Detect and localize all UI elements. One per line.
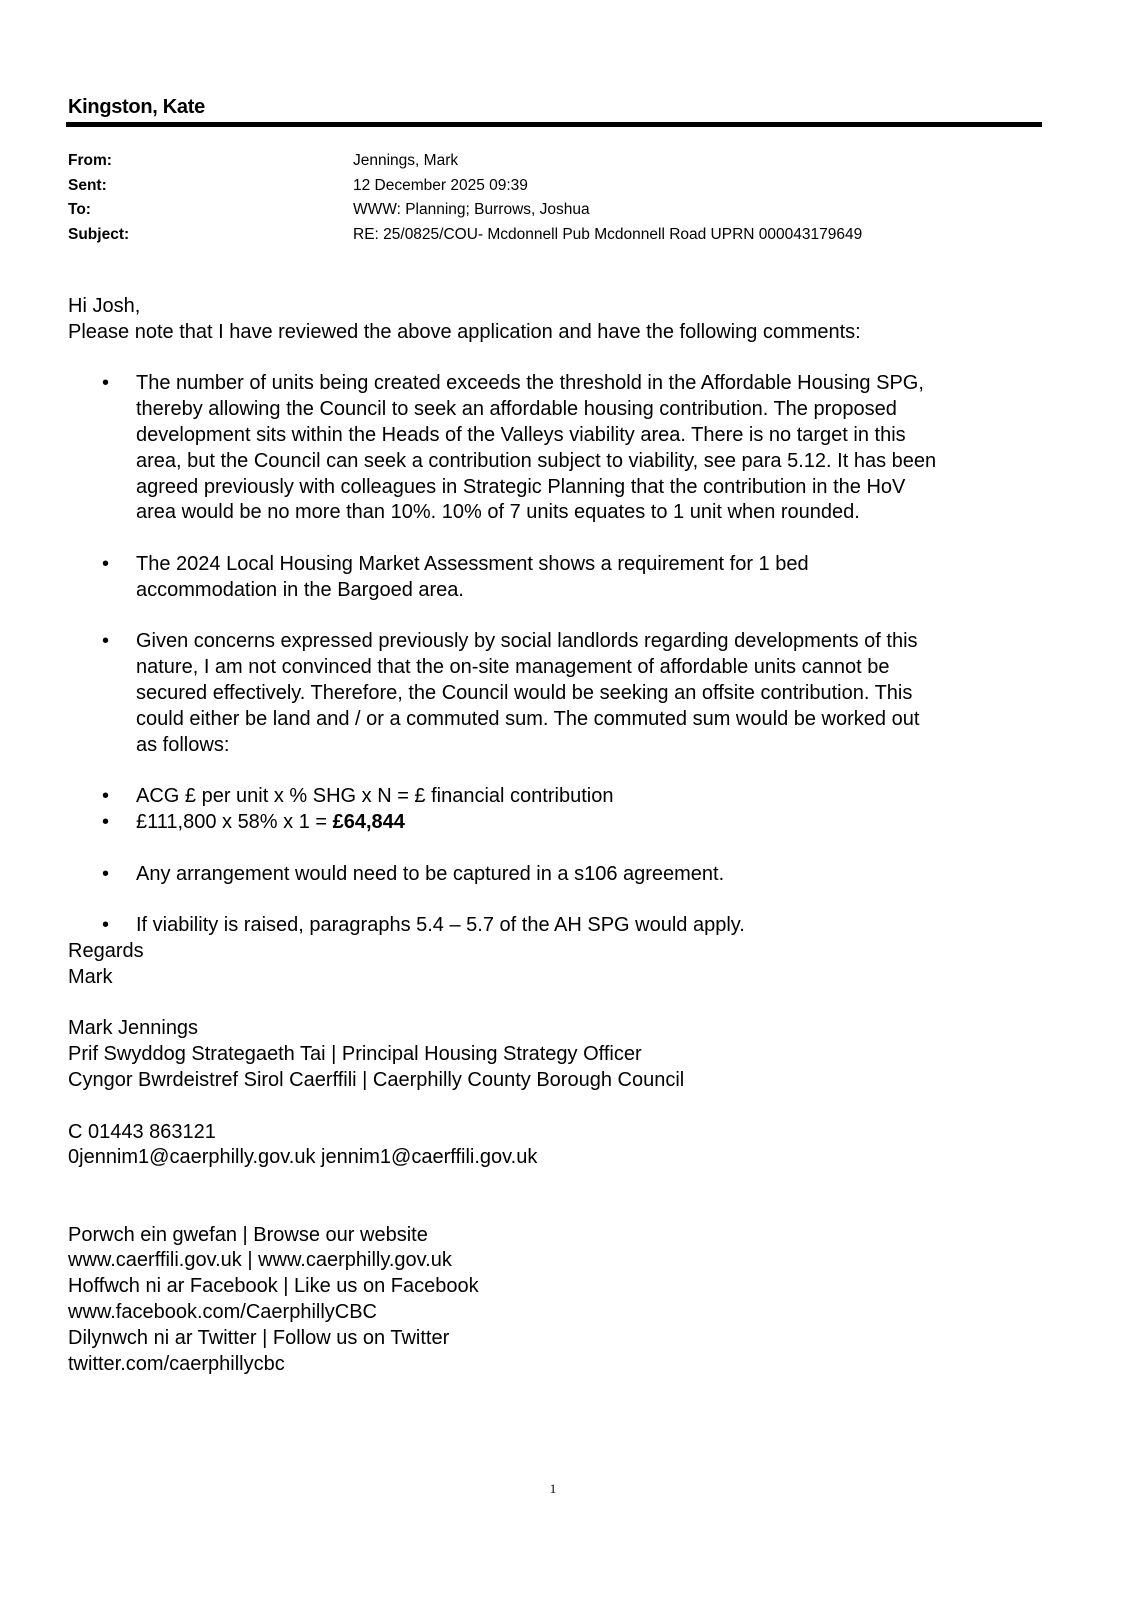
- bullet-text-line: development sits within the Heads of the Valleys viability area. There is no target in this: [136, 423, 906, 446]
- header-rule: [66, 122, 1042, 127]
- bullet-text-line: Given concerns expressed previously by social landlords regarding developments of this: [136, 630, 918, 653]
- bullet-icon: •: [102, 810, 110, 833]
- bullet-text-line: The number of units being created exceeds the threshold in the Affordable Housing SPG,: [136, 372, 924, 395]
- bullet-text-line: could either be land and / or a commuted sum. The commuted sum would be worked out: [136, 707, 920, 730]
- bullet-group: [68, 371, 1058, 526]
- bullet-item: [68, 784, 1058, 810]
- contribution-amount: £64,844: [332, 810, 405, 833]
- bullet-icon: •: [102, 630, 110, 653]
- signature-name: Mark Jennings: [68, 1017, 199, 1040]
- email-body: [68, 294, 1058, 1377]
- signoff: Mark: [68, 965, 113, 988]
- bullet-text-line: If viability is raised, paragraphs 5.4 – 5.7 of the AH SPG would apply.: [136, 914, 745, 937]
- signature-email[interactable]: 0jennim1@caerphilly.gov.uk jennim1@caerffili.gov.uk: [68, 1146, 538, 1169]
- bullet-item: [68, 552, 1058, 604]
- meta-to: [68, 198, 862, 223]
- bullet-text-line: The 2024 Local Housing Market Assessment shows a requirement for 1 bed: [136, 552, 809, 575]
- meta-subject: [68, 223, 862, 248]
- bullet-text-line: secured effectively. Therefore, the Council would be seeking an offsite contribution. This: [136, 681, 913, 704]
- bullet-text-line: thereby allowing the Council to seek an affordable housing contribution. The proposed: [136, 398, 897, 421]
- bullet-icon: •: [102, 862, 110, 885]
- bullet-group: [68, 629, 1058, 758]
- signature-phone: C 01443 863121: [68, 1120, 216, 1143]
- bullet-item: [68, 862, 1058, 888]
- bullet-item: [68, 629, 1058, 758]
- bullet-text-line: area would be no more than 10%. 10% of 7 units equates to 1 unit when rounded.: [136, 501, 860, 524]
- signature-title: Prif Swyddog Strategaeth Tai | Principal Housing Strategy Officer: [68, 1043, 642, 1066]
- footer-link[interactable]: twitter.com/caerphillycbc: [68, 1352, 285, 1375]
- footer-link: Porwch ein gwefan | Browse our website: [68, 1223, 428, 1246]
- page-number: 1: [549, 1481, 557, 1496]
- meta-value: WWW: Planning; Burrows, Joshua: [353, 201, 590, 219]
- meta-value: 12 December 2025 09:39: [353, 176, 528, 194]
- bullet-item: [68, 371, 1058, 526]
- meta-label: From:: [68, 152, 112, 169]
- footer-link[interactable]: www.facebook.com/CaerphillyCBC: [68, 1301, 378, 1324]
- contact-block: [68, 1120, 1058, 1172]
- bullet-text-line: accommodation in the Bargoed area.: [136, 578, 464, 601]
- bullet-item: [68, 810, 1058, 836]
- footer-links: [68, 1223, 1058, 1378]
- meta-value: RE: 25/0825/COU- Mcdonnell Pub Mcdonnell Road UPRN 000043179649: [353, 225, 863, 243]
- email-metadata: [68, 149, 862, 247]
- mailbox-owner-name: Kingston, Kate: [68, 96, 205, 118]
- bullet-group: [68, 862, 1058, 888]
- bullet-text-line: £111,800 x 58% x 1 = £64,844: [136, 810, 405, 833]
- meta-from: [68, 149, 862, 174]
- signature-block: [68, 1016, 1058, 1093]
- intro-paragraph: Please note that I have reviewed the above application and have the following comments:: [68, 320, 861, 343]
- bullet-text-line: ACG £ per unit x % SHG x N = £ financial contribution: [136, 785, 614, 808]
- meta-label: Subject:: [68, 225, 130, 243]
- greeting: Hi Josh,: [68, 295, 141, 317]
- meta-sent: [68, 174, 862, 199]
- comment-list: [68, 371, 1058, 939]
- bullet-text-line: nature, I am not convinced that the on-site management of affordable units cannot be: [136, 656, 890, 679]
- bullet-text-line: agreed previously with colleagues in Strategic Planning that the contribution in the HoV: [136, 475, 906, 498]
- bullet-group: [68, 784, 1058, 836]
- meta-label: Sent:: [68, 176, 107, 194]
- bullet-text-line: area, but the Council can seek a contribution subject to viability, see para 5.12. It has been: [136, 449, 937, 472]
- meta-label: To:: [68, 201, 91, 219]
- bullet-group: [68, 913, 1058, 939]
- meta-value: Jennings, Mark: [353, 152, 459, 169]
- bullet-text-line: as follows:: [136, 733, 230, 756]
- bullet-text-line: Any arrangement would need to be captured in a s106 agreement.: [136, 862, 725, 885]
- bullet-icon: •: [102, 785, 110, 808]
- footer-link: Hoffwch ni ar Facebook | Like us on Facebook: [68, 1275, 479, 1298]
- footer-link[interactable]: www.caerffili.gov.uk | www.caerphilly.gov.uk: [68, 1249, 452, 1272]
- signature-org: Cyngor Bwrdeistref Sirol Caerffili | Caerphilly County Borough Council: [68, 1068, 685, 1091]
- bullet-icon: •: [102, 914, 110, 937]
- bullet-icon: •: [102, 372, 110, 395]
- bullet-item: [68, 913, 1058, 939]
- bullet-group: [68, 552, 1058, 604]
- bullet-icon: •: [102, 552, 110, 575]
- closing: Regards: [68, 939, 144, 962]
- footer-link: Dilynwch ni ar Twitter | Follow us on Twitter: [68, 1326, 450, 1349]
